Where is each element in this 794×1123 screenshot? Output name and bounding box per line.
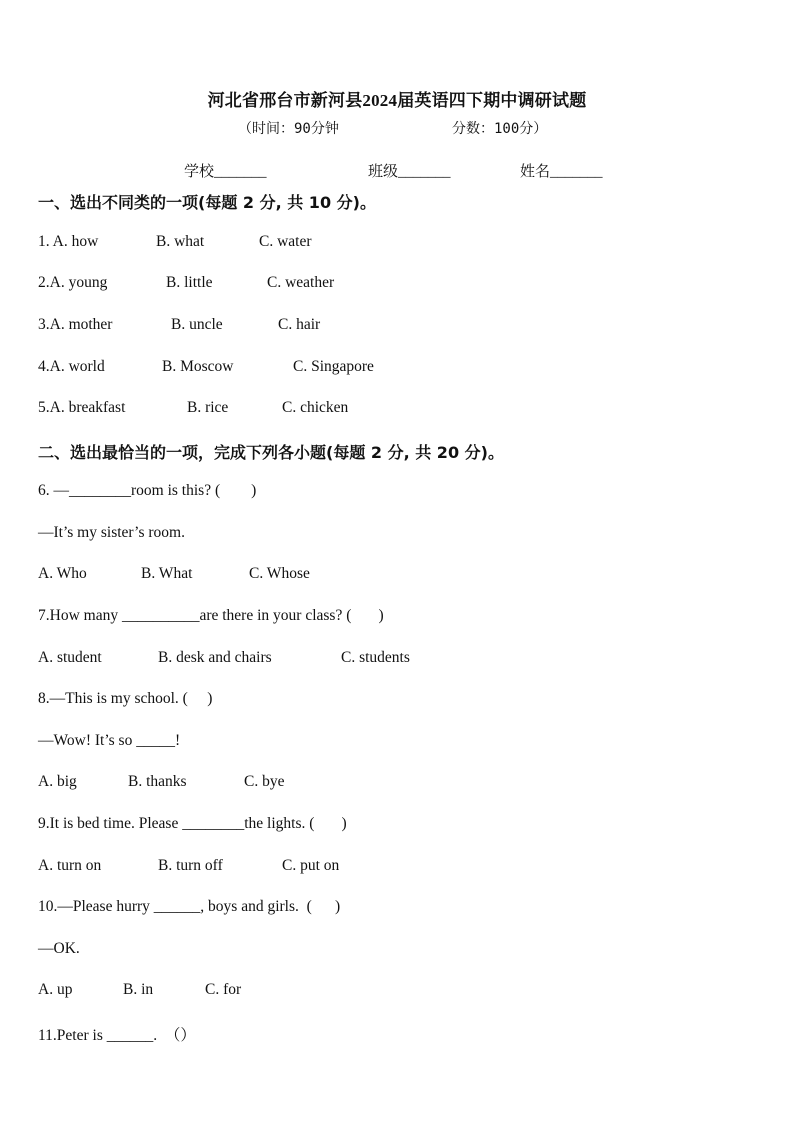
exam-time: （时间：90分钟: [238, 121, 339, 137]
question-11-stem: 11.Peter is ______. （）: [38, 1027, 196, 1044]
q4-option-a: 4.A. world: [38, 358, 105, 375]
q9-option-b: B. turn off: [158, 857, 223, 874]
question-7-options: [38, 649, 758, 671]
q10-option-c: C. for: [205, 981, 242, 998]
q9-option-a: A. turn on: [38, 857, 102, 874]
q2-option-c: C. weather: [267, 274, 335, 291]
q5-option-b: B. rice: [187, 399, 229, 416]
question-6-options: [38, 565, 758, 587]
section-1-title: 一、选出不同类的一项(每题 2 分, 共 10 分)。: [38, 193, 376, 212]
q3-option-b: B. uncle: [171, 316, 223, 333]
q3-option-a: 3.A. mother: [38, 316, 113, 333]
question-8-answer: —Wow! It’s so _____!: [38, 732, 181, 749]
q1-option-a: 1. A. how: [38, 233, 99, 250]
section-2-title: 二、选出最恰当的一项，完成下列各小题(每题 2 分, 共 20 分)。: [38, 443, 504, 462]
q8-option-c: C. bye: [244, 773, 285, 790]
q5-option-c: C. chicken: [282, 399, 349, 416]
q8-option-b: B. thanks: [128, 773, 187, 790]
q7-option-b: B. desk and chairs: [158, 649, 272, 666]
question-10-stem: 10.—Please hurry ______, boys and girls. ( ): [38, 898, 341, 915]
question-7-stem: 7.How many __________are there in your class? ( ): [38, 607, 384, 624]
q10-option-a: A. up: [38, 981, 73, 998]
question-8-options: [38, 773, 758, 795]
question-1: [38, 233, 758, 255]
question-6-answer: —It’s my sister’s room.: [38, 524, 185, 541]
q7-option-a: A. student: [38, 649, 102, 666]
school-field: 学校_______: [184, 164, 267, 180]
q9-option-c: C. put on: [282, 857, 340, 874]
q6-option-b: B. What: [141, 565, 193, 582]
exam-score: 分数：100分）: [452, 121, 548, 137]
question-4: [38, 358, 758, 380]
question-10-options: [38, 981, 758, 1003]
question-3: [38, 316, 758, 338]
exam-title: 河北省邢台市新河县2024届英语四下期中调研试题: [207, 91, 587, 110]
q8-option-a: A. big: [38, 773, 77, 790]
question-2: [38, 274, 758, 296]
question-9-options: [38, 857, 758, 879]
question-10-answer: —OK.: [38, 940, 80, 957]
q5-option-a: 5.A. breakfast: [38, 399, 126, 416]
q7-option-c: C. students: [341, 649, 410, 666]
q1-option-b: B. what: [156, 233, 205, 250]
q10-option-b: B. in: [123, 981, 154, 998]
q2-option-a: 2.A. young: [38, 274, 108, 291]
q2-option-b: B. little: [166, 274, 213, 291]
q4-option-b: B. Moscow: [162, 358, 234, 375]
q6-option-a: A. Who: [38, 565, 87, 582]
question-5: [38, 399, 758, 421]
q3-option-c: C. hair: [278, 316, 321, 333]
name-field: 姓名_______: [520, 164, 603, 180]
q4-option-c: C. Singapore: [293, 358, 374, 375]
question-9-stem: 9.It is bed time. Please ________the lights. ( ): [38, 815, 347, 832]
class-field: 班级_______: [368, 164, 451, 180]
q1-option-c: C. water: [259, 233, 312, 250]
q6-option-c: C. Whose: [249, 565, 310, 582]
question-8-stem: 8.—This is my school. ( ): [38, 690, 213, 707]
question-6-stem: 6. —________room is this? ( ): [38, 482, 257, 499]
